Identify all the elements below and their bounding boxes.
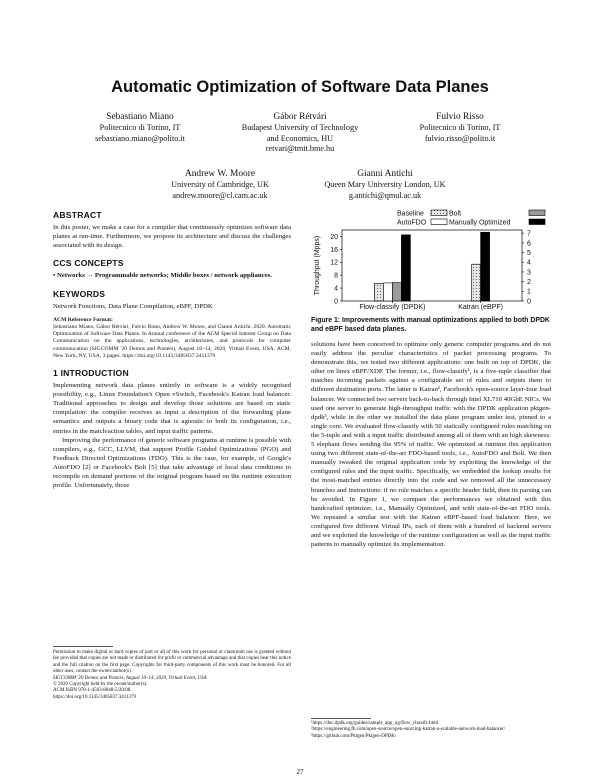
author-block — [375, 111, 545, 144]
right-tick-label: 6 — [527, 240, 531, 248]
legend-label: Baseline — [397, 210, 424, 218]
bar-chart — [307, 206, 552, 316]
bar — [383, 283, 392, 301]
legend-swatch — [431, 210, 447, 216]
bar — [472, 264, 481, 301]
plot-frame — [342, 230, 522, 301]
legend-swatch — [529, 219, 545, 225]
section-heading: CCS CONCEPTS — [53, 258, 124, 269]
right-column — [311, 340, 551, 549]
category-label: Katran (eBPF) — [458, 304, 503, 311]
permission-block — [53, 646, 291, 701]
right-tick-label: 4 — [527, 259, 531, 267]
left-tick-label: 8 — [334, 272, 338, 280]
intro-paragraph: Implementing network data planes entirely in software is a widely recognised possibility, e.g., Linux Foundation's Open vSwitch, Facebook's Katran load balancer. Traditional approaches to design and develop those solutions are based on static compilation: the compiler receives as input a description of the forwarding plane semantics and outputs a binary code that is agnostic to both its configuration, i.e., entries in the match/action tables, and input traffic patterns. — [53, 382, 291, 435]
copyright-line: © 2020 Copyright held by the owner/author(s). — [53, 682, 148, 688]
footnote: ³https://github.com/Pktgen/Pktgen-DPDK/ — [311, 733, 397, 739]
bar — [392, 283, 401, 301]
author-email: fulvio.risso@polito.it — [424, 133, 496, 143]
right-tick-label: 3 — [527, 269, 531, 277]
author-block — [55, 111, 225, 144]
doi-line: https://doi.org/10.1145/3405837.3411379 — [53, 694, 137, 700]
figure-caption: Figure 1: Improvements with manual optimizations applied to both DPDK and eBPF based data planes. — [311, 317, 550, 333]
footnotes — [311, 718, 551, 740]
right-tick-label: 2 — [527, 279, 531, 287]
section-heading: KEYWORDS — [53, 288, 106, 299]
author-email: g.antichi@qmul.ac.uk — [348, 190, 422, 200]
author-email: sebastiano.miano@polito.it — [95, 133, 185, 143]
legend-label: Manually Optimized — [449, 219, 511, 227]
author-affiliation: University of Cambridge, UK — [171, 180, 269, 189]
right-tick-label: 0 — [527, 298, 531, 306]
bar — [401, 235, 410, 301]
author-name: Gábor Rétvári — [273, 112, 327, 122]
author-name: Andrew W. Moore — [184, 169, 256, 179]
left-tick-label: 20 — [330, 233, 338, 241]
left-tick-label: 4 — [334, 285, 338, 293]
legend-label: AutoFDO — [397, 219, 427, 227]
section-heading: 1 INTRODUCTION — [53, 367, 129, 378]
right-tick-label: 5 — [527, 249, 531, 257]
category-label: Flow-classify (DPDK) — [359, 304, 426, 311]
author-affiliation: Queen Mary University London, UK — [324, 180, 446, 189]
paper-title: Automatic Optimization of Software Data Planes — [111, 78, 489, 96]
figure-1 — [307, 206, 552, 316]
conference-line: SIGCOMM '20 Demos and Posters, August 10–14, 2020, Virtual Event, USA — [53, 675, 207, 681]
author-name: Gianni Antichi — [357, 169, 413, 179]
permission-text: Permission to make digital or hard copies of part or all of this work for personal or classroom use is granted without fee provided that copies are not made or distributed for profit or commercial advantage and that copies bear this notice and the full citation on the first page. Copyrights for third-party components of this work must be honored. For all other uses, contact the owner/author(s). — [53, 650, 291, 675]
footnote-rule — [53, 646, 113, 647]
author-block — [215, 111, 385, 155]
author-email: andrew.moore@cl.cam.ac.uk — [172, 190, 268, 200]
author-affiliation: Politecnico di Torino, IT — [99, 123, 181, 132]
left-tick-label: 12 — [330, 259, 338, 267]
bar — [374, 284, 383, 301]
footnote-rule — [311, 718, 371, 719]
isbn-line: ACM ISBN 978-1-4503-8048-5/20/08. — [53, 688, 132, 694]
author-affiliation: and Economics, HU — [266, 133, 334, 143]
legend-label: Bolt — [449, 210, 462, 218]
author-affiliation: Politecnico di Torino, IT — [419, 123, 501, 132]
right-tick-label: 1 — [527, 288, 531, 296]
intro-paragraph: Improving the performance of generic software programs at runtime is possible with compilers, e.g., GCC, LLVM, that support Profile Guided Optimizations (PGO) and Feedback Directed Optimizations (FDO). This is the case, for example, of Google's AutoFDO [2] or Facebook's Bolt [5] that take advantage of local data conditions to recompile on demand portions of the original program based on the runtime execution profile. Unfortunately, those — [53, 436, 291, 490]
left-column — [53, 211, 291, 490]
y-axis-label: Throughput (Mpps) — [314, 235, 321, 296]
legend-swatch — [431, 219, 447, 225]
page-number: 27 — [296, 768, 304, 776]
footnote: ²https://engineering.fb.com/open-source/open-sourcing-katran-a-scalable-network-load-balancer/ — [311, 727, 506, 733]
author-block — [135, 168, 305, 201]
bar — [481, 232, 490, 301]
right-tick-label: 7 — [527, 230, 531, 238]
author-email: retvari@tmit.bme.hu — [265, 144, 335, 153]
ccs-text: • Networks → Programmable networks; Middle boxes / network appliances. — [53, 272, 272, 280]
legend-swatch — [529, 210, 545, 216]
left-tick-label: 0 — [334, 298, 338, 306]
reference-label: ACM Reference Format: — [53, 316, 113, 323]
section-heading: ABSTRACT — [53, 210, 102, 220]
author-block — [300, 168, 470, 201]
author-name: Fulvio Risso — [436, 112, 484, 122]
author-name: Sebastiano Miano — [106, 112, 174, 122]
left-tick-label: 16 — [330, 246, 338, 254]
footnote: ¹https://doc.dpdk.org/guides/sample_app_ug/flow_classify.html — [311, 721, 439, 726]
abstract-text: In this poster, we make a case for a compiler that continuously optimizes software data planes at run-time. Furthermore, we propose its architecture and discuss the challenges associated with its design. — [53, 224, 291, 250]
body-paragraph: solutions have been conceived to optimize only generic computer programs and do not easily address the peculiar characteristics of packet processing programs. To demonstrate this, we tested two different applications: one built on top of DPDK, the other on linux eBPF/XDP. The former, i.e., flow-classify¹, is a five-tuple classifier that matches incoming packets against a configurable set of rules and outputs them to different destination ports. The latter is Katran², Facebook's open-source layer-four load balancer. We connected two servers back-to-back through Intel XL710 40GbE NICs. We used one server to generate high-throughput traffic with the DPDK application pktgen-dpdk³, while in the other we installed the data plane program under test, pinned to a single core. We evaluated flow-classify with 50 statically configured rules matching on the 5-tuple and with a input traffic distributed among all of them with an high skewness: 5 elephant flows sending the 95% of traffic. We optimized at runtime this application using two different state-of-the-art FDO-based tools, i.e., AutoFDO and Bolt. We then manually tweaked the original application code by exploiting the knowledge of the configured rules and the input traffic. Specifically, we embedded the lookup results for the most-matched entries directly into the code and we removed all the unnecessary branches and instructions: if no rule matches a specific header field, then its parsing can be avoided. In Figure 1, we compare the performances we obtained with this handcrafted optimizer, i.e., Manually Optimized, and with state-of-the-art FDO tools. We repeated a similar test with the Katran eBPF-based load balancer. Here, we configured five different Virtual IPs, each of them with a hundred of backend servers and we exploited the knowledge of the runtime configuration as well as the input traffic patterns to manually optimize its implementation. — [311, 341, 551, 549]
reference-text: Sebastiano Miano, Gábor Rétvári, Fulvio Risso, Andrew W. Moore, and Gianni Antichi. 2020. Automatic Optimization of Software Data Planes. In Annual conference of the ACM Special Interest Group on Data Communication on the applications, technologies, architectures, and protocols for computer communication (SIGCOMM '20 Demos and Posters), August 10–14, 2020, Virtual Event, USA. ACM, New York, NY, USA, 3 pages. https://doi.org/10.1145/3405837.3411379 — [53, 323, 291, 359]
author-affiliation: Budapest University of Technology — [241, 123, 359, 132]
keywords-text: Network Functions, Data Plane Compilation, eBPF, DPDK — [53, 302, 213, 310]
